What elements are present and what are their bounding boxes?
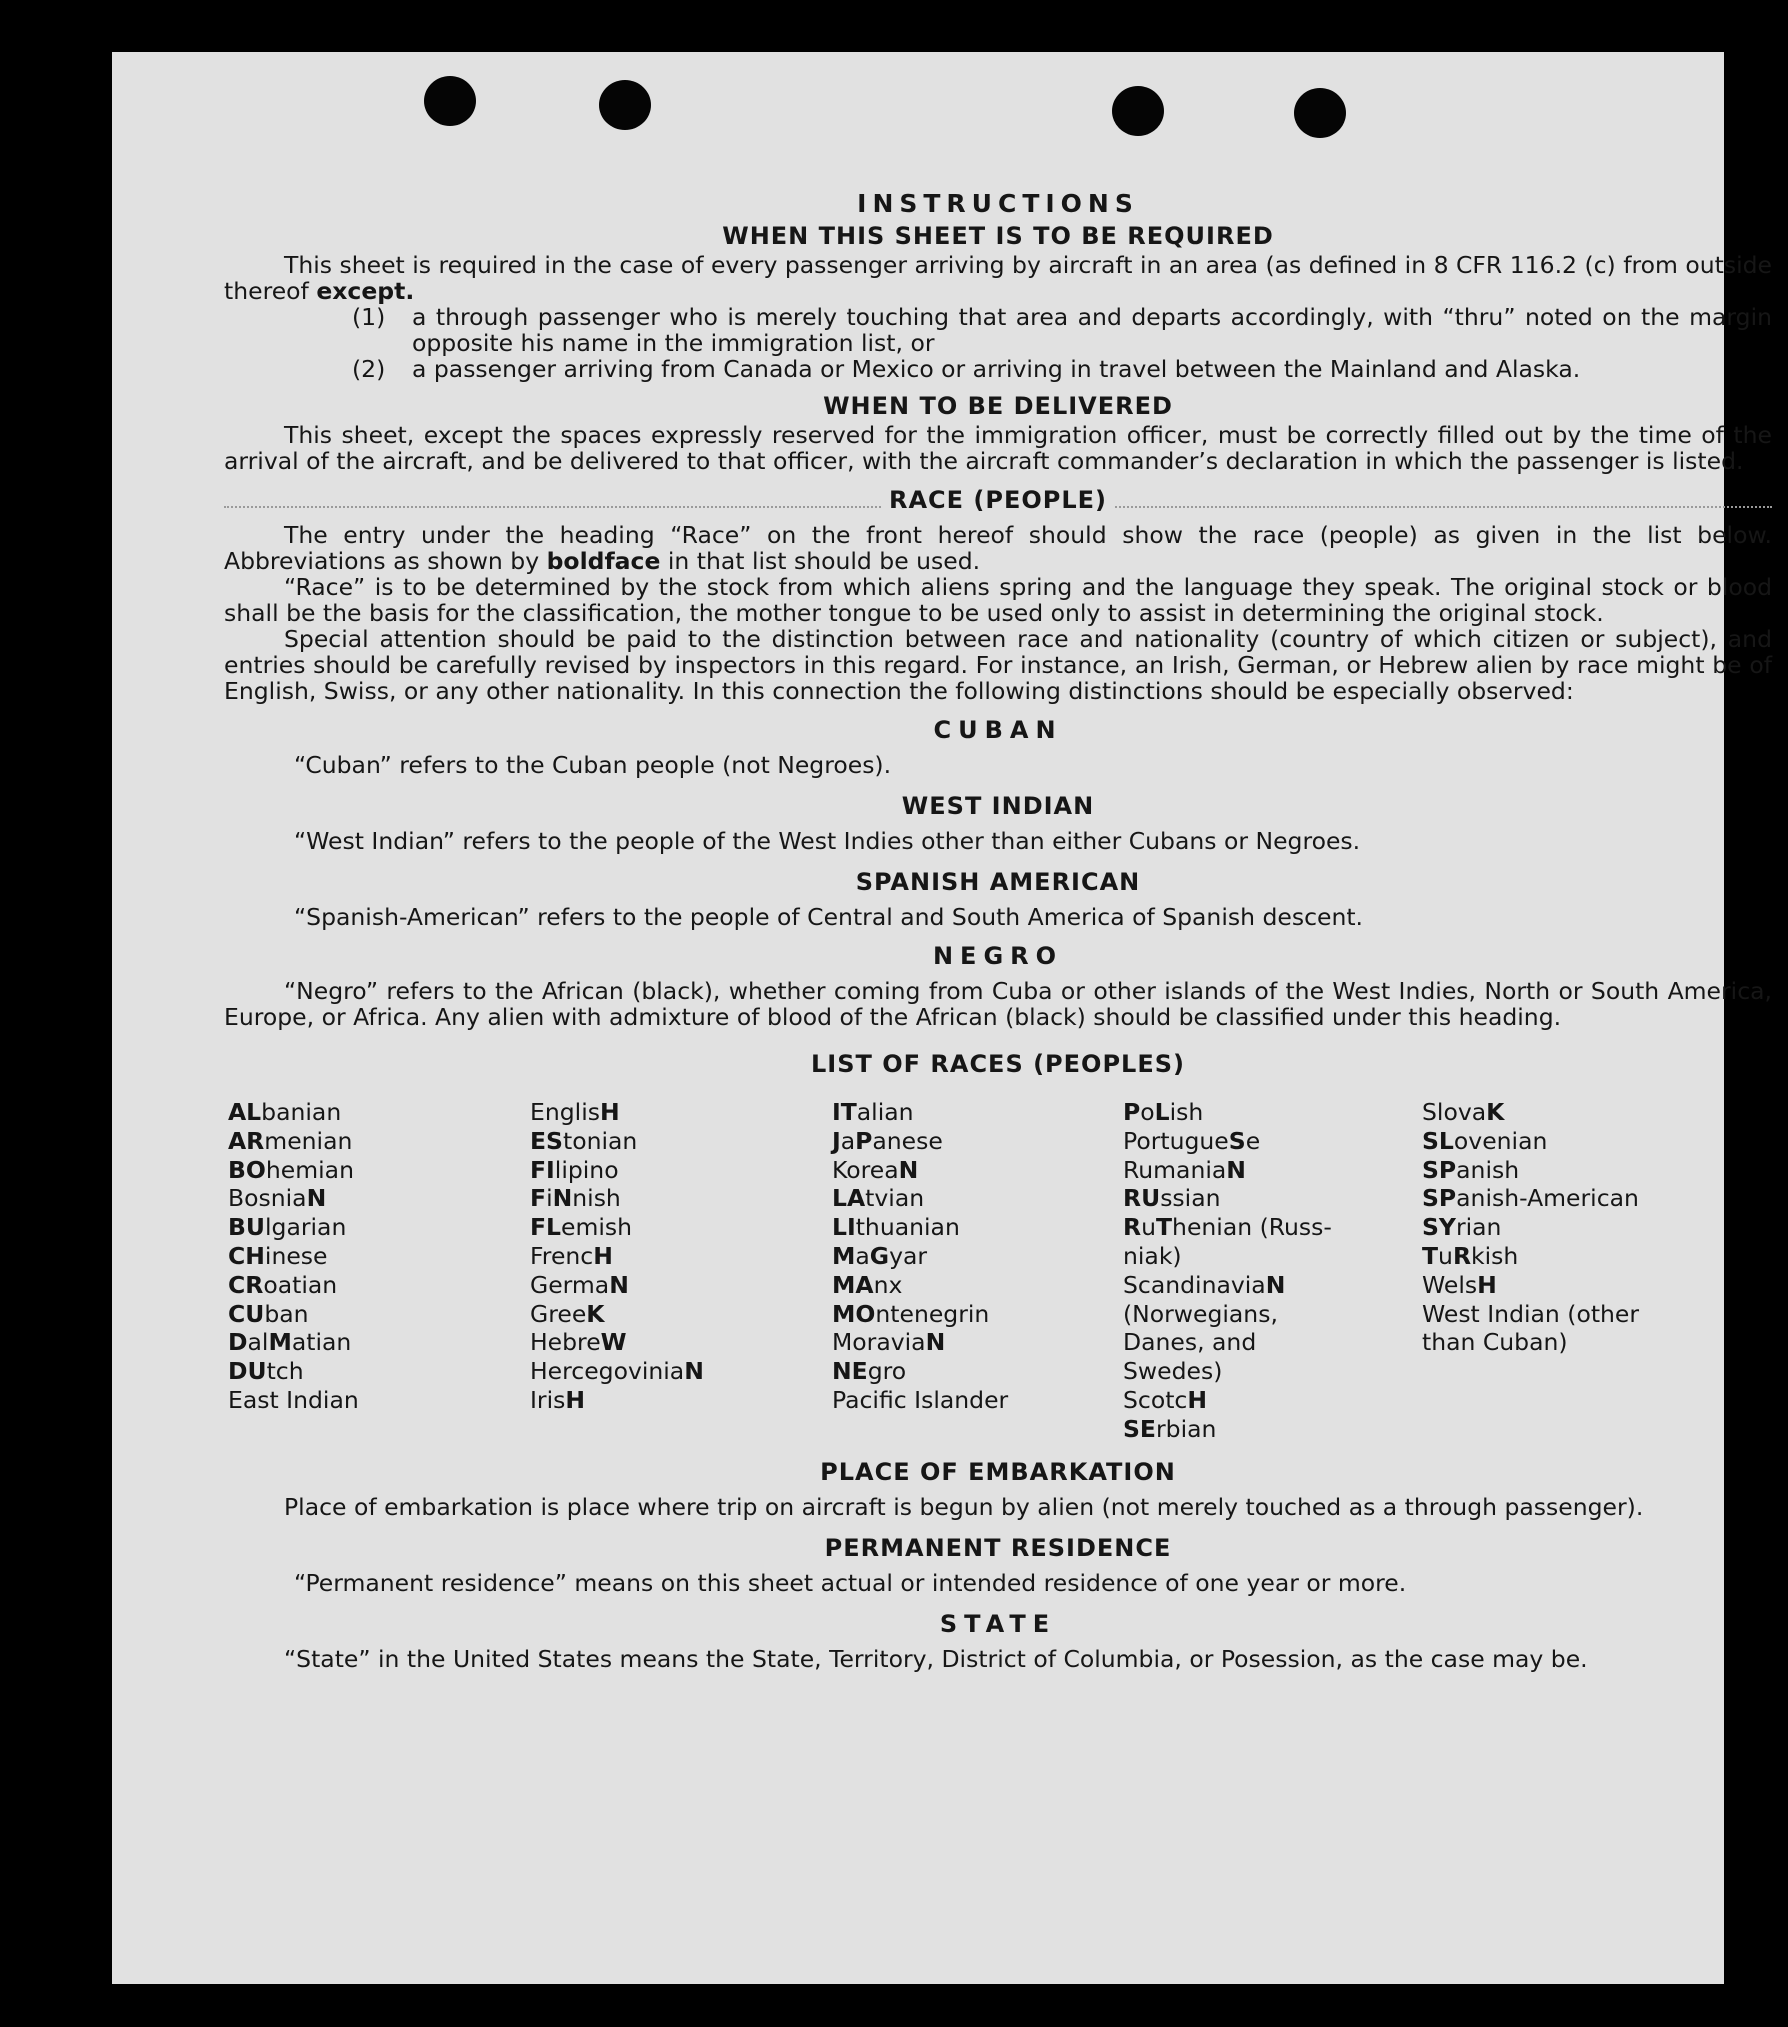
race-entry: SPanish-American: [1422, 1184, 1639, 1213]
race-entry: EnglisH: [530, 1098, 620, 1126]
state-text: “State” in the United States means the State, Territory, District of Columbia, or Posession, as the case may be.: [284, 1644, 1588, 1673]
race-entry: LAtvian: [832, 1184, 925, 1213]
section-title-spanish-american: SPANISH AMERICAN: [855, 868, 1141, 896]
race-entry: West Indian (other than Cuban): [1422, 1299, 1640, 1357]
race-entry: WelsH: [1422, 1270, 1497, 1299]
race-entry: IrisH: [530, 1385, 586, 1414]
race-entry: CHinese: [228, 1241, 328, 1270]
race-entry: EStonian: [530, 1126, 638, 1155]
race-entry: GreeK: [530, 1299, 605, 1328]
race-paragraph-3: Special attention should be paid to the distinction between race and nationality (country of which citizen or subject), and entries should be carefully revised by inspectors in this regard. For instance, an Irish, German, or Hebrew alien by race might be of English, Swiss, or any other nationality. In this connection the following distinctions should be especially observed:: [224, 625, 1772, 705]
instructions-content: [224, 188, 1772, 1672]
race-entry: CRoatian: [228, 1270, 338, 1299]
race-entry: DalMatian: [228, 1328, 352, 1357]
race-entry: DUtch: [228, 1357, 304, 1386]
required-intro: This sheet is required in the case of every passenger arriving by aircraft in an area (as defined in 8 CFR 116.2 (c) from outside thereof except.: [224, 251, 1772, 305]
punch-hole: [599, 80, 651, 130]
race-entry: BUlgarian: [228, 1213, 347, 1242]
race-entry: HercegoviniaN: [530, 1357, 704, 1386]
punch-hole: [1112, 86, 1164, 136]
race-entry: HebreW: [530, 1328, 627, 1357]
race-paragraph-1: The entry under the heading “Race” on the front hereof should show the race (people) as given in the list below. Abbreviations as shown by boldface in that list should be used.: [224, 521, 1772, 575]
spanish-american-text: “Spanish-American” refers to the people of Central and South America of Spanish descent.: [294, 903, 1364, 931]
race-entry: East Indian: [228, 1385, 359, 1414]
race-entry: MaGyar: [832, 1241, 928, 1270]
race-entry: MAnx: [832, 1270, 903, 1299]
race-entry: NEgro: [832, 1357, 907, 1386]
section-title-required: WHEN THIS SHEET IS TO BE REQUIRED: [722, 222, 1274, 250]
cuban-text: “Cuban” refers to the Cuban people (not Negroes).: [294, 751, 892, 779]
section-title-negro: NEGRO: [932, 942, 1064, 970]
race-entry: GermaN: [530, 1270, 629, 1299]
races-column: [1123, 1098, 1422, 1444]
list-item: (2) a passenger arriving from Canada or Mexico or arriving in travel between the Mainland and Alaska.: [352, 355, 1581, 383]
punch-hole: [424, 76, 476, 126]
section-title-embarkation: PLACE OF EMBARKATION: [820, 1457, 1176, 1486]
race-entry: TuRkish: [1422, 1241, 1519, 1270]
race-entry: KoreaN: [832, 1155, 919, 1184]
races-column: [228, 1098, 530, 1444]
race-entry: LIthuanian: [832, 1213, 960, 1242]
section-title-residence: PERMANENT RESIDENCE: [824, 1533, 1172, 1562]
race-entry: SYrian: [1422, 1213, 1502, 1242]
race-entry: Pacific Islander: [832, 1385, 1009, 1414]
section-title-delivered: WHEN TO BE DELIVERED: [823, 392, 1173, 420]
race-entry: FiNnish: [530, 1184, 621, 1213]
race-entry: PoLish: [1123, 1098, 1204, 1126]
race-paragraph-2: “Race” is to be determined by the stock from which aliens spring and the language they speak. The original stock or blood shall be the basis for the classification, the mother tongue to be used only to assist in determining the original stock.: [224, 573, 1772, 627]
race-entry: RUssian: [1123, 1184, 1221, 1213]
race-entry: FrencH: [530, 1241, 613, 1270]
race-entry: PortugueSe: [1123, 1126, 1261, 1155]
list-item: (1) a through passenger who is merely touching that area and departs accordingly, with “thru” noted on the margin opposite his name in the immigration list, or: [352, 303, 1772, 357]
race-entry: JaPanese: [832, 1126, 943, 1155]
document-page: [112, 52, 1772, 1984]
race-entry: ITalian: [832, 1098, 914, 1126]
race-entry: ScotcH: [1123, 1385, 1208, 1414]
west-indian-text: “West Indian” refers to the people of the West Indies other than either Cubans or Negroes.: [294, 827, 1361, 855]
race-entry: SPanish: [1422, 1155, 1520, 1184]
race-entry: FLemish: [530, 1213, 633, 1242]
punch-hole: [1294, 88, 1346, 138]
negro-text: “Negro” refers to the African (black), whether coming from Cuba or other islands of the West Indies, North or South America, Europe, or Africa. Any alien with admixture of blood of the African (black) should be classified under this heading.: [224, 977, 1772, 1031]
race-entry: BosniaN: [228, 1184, 327, 1213]
race-entry: SlovaK: [1422, 1098, 1505, 1126]
race-entry: BOhemian: [228, 1155, 354, 1184]
race-entry: CUban: [228, 1299, 309, 1328]
race-entry: SLovenian: [1422, 1126, 1548, 1155]
race-entry: ALbanian: [228, 1098, 342, 1126]
race-entry: FIlipino: [530, 1155, 619, 1184]
race-entry: ARmenian: [228, 1126, 353, 1155]
race-entry: MOntenegrin: [832, 1299, 990, 1328]
race-entry: RumaniaN: [1123, 1155, 1246, 1184]
race-entry: ScandinaviaN (Norwegians, Danes, and Swedes): [1123, 1270, 1286, 1386]
race-entry: RuThenian (Russ- niak): [1123, 1213, 1332, 1270]
delivered-text: This sheet, except the spaces expressly reserved for the immigration officer, must be correctly filled out by the time of the arrival of the aircraft, and be delivered to that officer, with the aircraft commander’s declaration in which the passenger is listed.: [224, 421, 1772, 475]
races-column: [832, 1098, 1123, 1444]
page-title: INSTRUCTIONS: [857, 189, 1139, 218]
section-title-cuban: CUBAN: [933, 716, 1063, 744]
section-title-race: RACE (PEOPLE): [224, 484, 1772, 516]
race-entry: SErbian: [1123, 1414, 1217, 1443]
races-column: [530, 1098, 832, 1444]
races-column: [1422, 1098, 1678, 1444]
residence-text: “Permanent residence” means on this sheet actual or intended residence of one year or more.: [294, 1568, 1407, 1597]
section-title-races-list: LIST OF RACES (PEOPLES): [811, 1050, 1185, 1078]
section-title-west-indian: WEST INDIAN: [901, 792, 1095, 820]
section-title-state: STATE: [939, 1609, 1057, 1638]
race-entry: MoraviaN: [832, 1328, 946, 1357]
embarkation-text: Place of embarkation is place where trip on aircraft is begun by alien (not merely touched as a through passenger).: [284, 1492, 1644, 1521]
races-list: [228, 1098, 1772, 1444]
